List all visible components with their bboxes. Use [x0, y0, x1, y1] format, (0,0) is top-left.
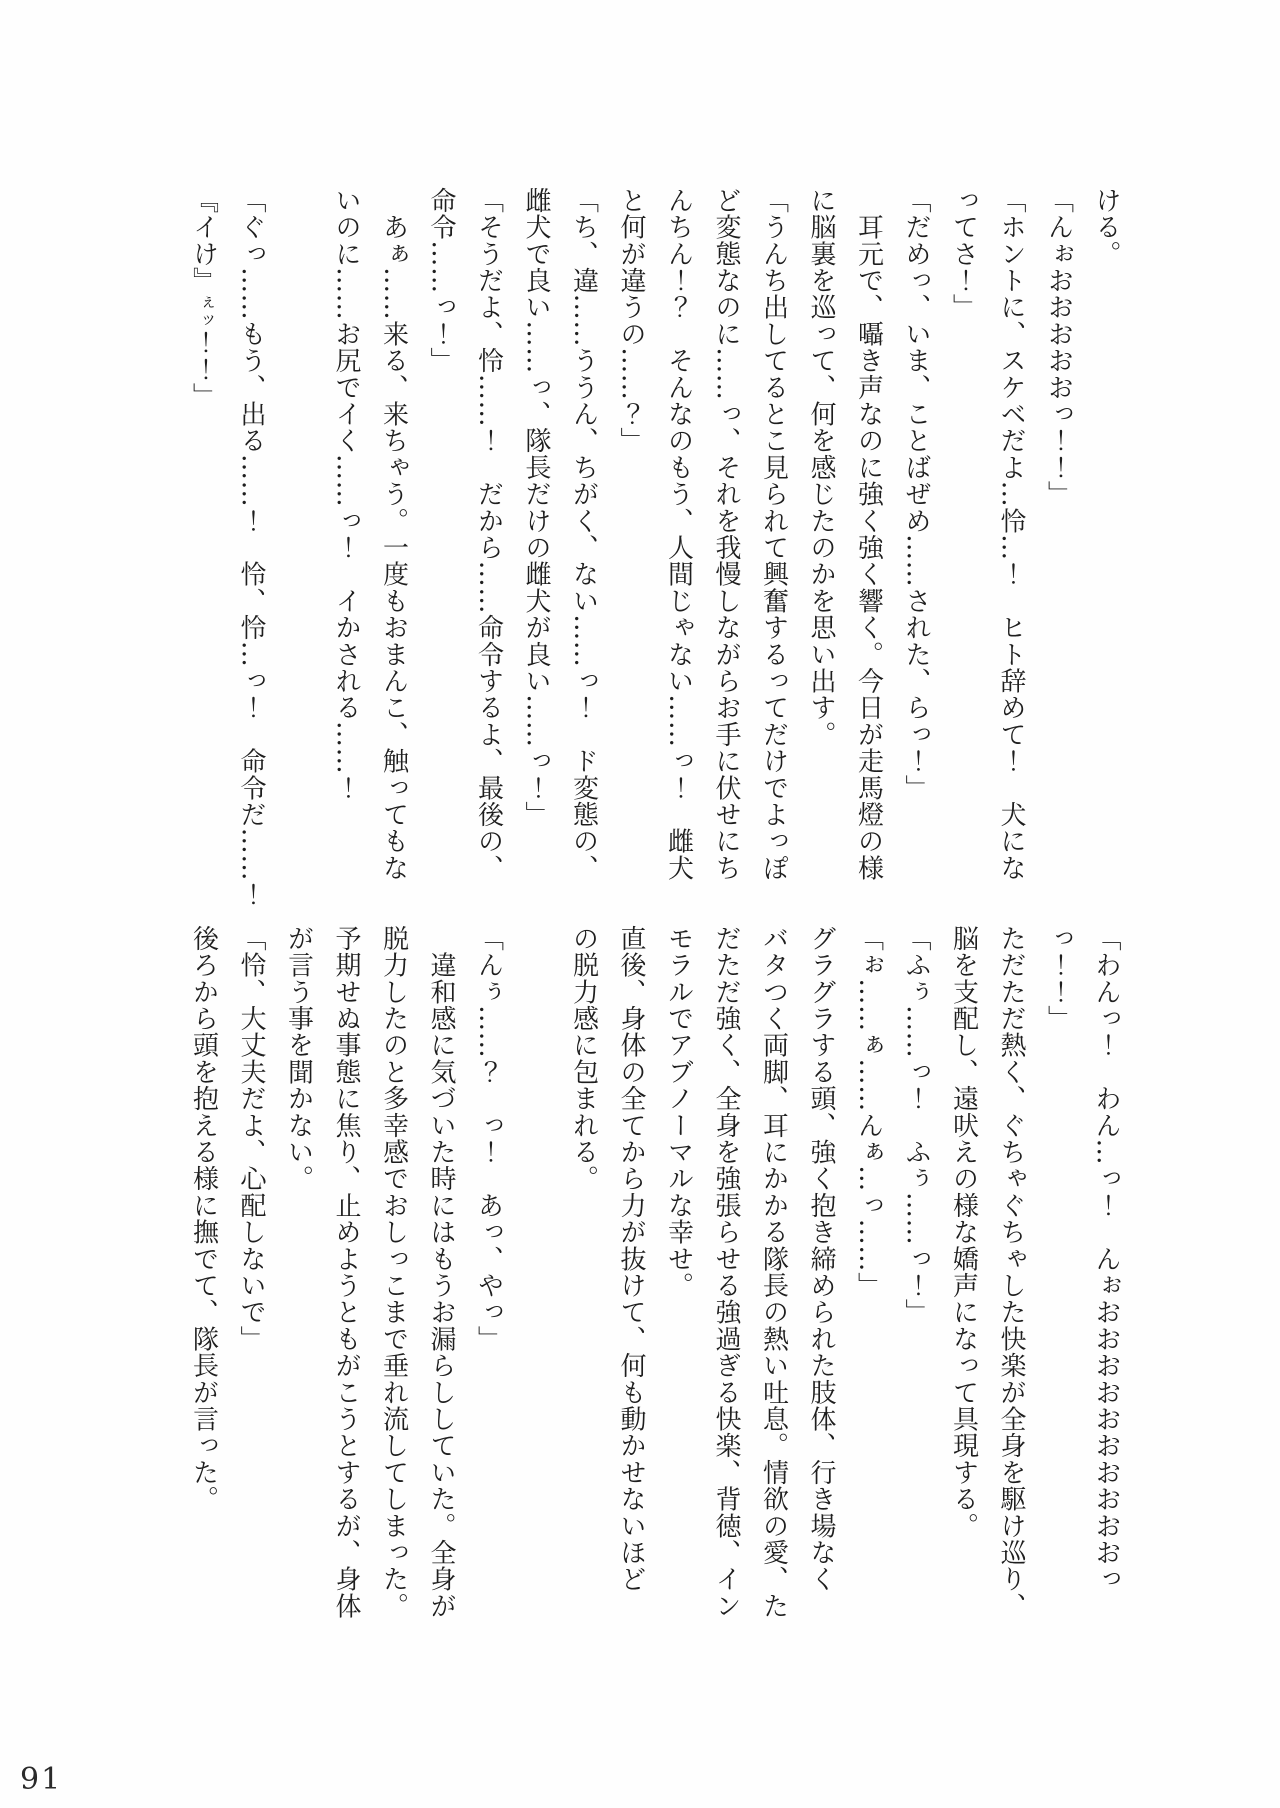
- text-line: 後ろから頭を抱える様に撫でて、隊長が言った。: [188, 925, 219, 1513]
- text-line: と何が違うの……？」: [616, 187, 646, 454]
- text-line: あぁ……来る、来ちゃう。一度もおまんこ、触ってもな: [378, 187, 409, 882]
- text-line: ただただ熱く、ぐちゃぐちゃした快楽が全身を駆け巡り、: [996, 925, 1026, 1620]
- text-line: の脱力感に包まれる。: [568, 925, 599, 1192]
- text-line: 「んぉおおおおおっ！！」: [1043, 187, 1074, 508]
- blank-line: [512, 925, 560, 1625]
- text-line: 違和感に気づいた時にはもうお漏らししていた。全身が: [426, 925, 456, 1620]
- text-line: 「怜、大丈夫だよ、心配しないで」: [236, 925, 266, 1353]
- text-line: 「んぅ……？ っ！ あっ、やっ」: [473, 925, 504, 1353]
- text-line: 「ぐっ……もう、出る……！ 怜、怜…っ！ 命令だ……！: [236, 187, 266, 908]
- text-line: バタつく両脚、耳にかかる隊長の熱い吐息。情欲の愛、た: [758, 925, 789, 1620]
- text-line: 「ぉ……ぁ……んぁ…っ……」: [853, 925, 884, 1299]
- text-line: んちん！？ そんなのもう、人間じゃない……っ！ 雌犬: [663, 187, 694, 882]
- text-line: っ！！」: [1043, 925, 1074, 1032]
- text-line: 脱力したのと多幸感でおしっこまで垂れ流してしまった。: [378, 925, 409, 1620]
- text-line: モラルでアブノーマルな幸せ。: [663, 925, 694, 1299]
- text-line: 直後、身体の全てから力が抜けて、何も動かせないほど: [616, 925, 646, 1593]
- text-line: グラグラする頭、強く抱き締められた肢体、行き場なく: [806, 925, 836, 1593]
- text-line: 予期せぬ事態に焦り、止めようともがこうとするが、身体: [331, 925, 361, 1620]
- text-line: 「だめっ、いま、ことばぜめ……された、らっ！」: [901, 187, 931, 802]
- line-text: ！！」: [188, 329, 219, 410]
- text-line: ど変態なのに……っ、それを我慢しながらお手に伏せにち: [711, 187, 741, 882]
- text-line: 雌犬で良い……っ、隊長だけの雌犬が良い……っ！」: [521, 187, 551, 828]
- text-line: に脳裏を巡って、何を感じたのかを思い出す。: [806, 187, 836, 748]
- text-line: 「うんち出してるとこ見られて興奮するってだけでよっぽ: [758, 187, 789, 882]
- text-block-top: [179, 187, 1129, 908]
- text-line: 「わんっ！ わん…っ！ んぉおおおおおおおおおおっ: [1091, 925, 1121, 1593]
- text-line: ってさ！」: [948, 187, 979, 321]
- text-line: 「ふぅ……っ！ ふぅ……っ！」: [901, 925, 931, 1326]
- text-line: 命令……っ！」: [426, 187, 456, 374]
- text-line: ける。: [1091, 187, 1121, 268]
- text-line: [179, 187, 227, 887]
- text-block-bottom: [179, 925, 1129, 1625]
- line-text: 『イけ』: [188, 187, 219, 294]
- text-line: 耳元で、囁き声なのに強く強く響く。今日が走馬燈の様: [853, 187, 884, 882]
- text-line: だただ強く、全身を強張らせる強過ぎる快楽、背徳、イン: [711, 925, 741, 1620]
- text-line: が言う事を聞かない。: [283, 925, 314, 1192]
- blank-line: [274, 187, 322, 887]
- text-line: 「ち、違……ううん、ちがく、ない……っ！ ド変態の、: [568, 187, 599, 882]
- text-line: いのに……お尻でイく……っ！ イかされる……！: [331, 187, 361, 802]
- small-kana: ぇッ: [193, 293, 214, 330]
- text-line: 脳を支配し、遠吠えの様な嬌声になって具現する。: [948, 925, 979, 1540]
- text-line: 「ホントに、スケベだよ…怜…！ ヒト辞めて！ 犬にな: [996, 187, 1026, 882]
- page-number: 91: [20, 1762, 63, 1797]
- text-line: 「そうだよ、怜……！ だから……命令するよ、最後の、: [473, 187, 504, 882]
